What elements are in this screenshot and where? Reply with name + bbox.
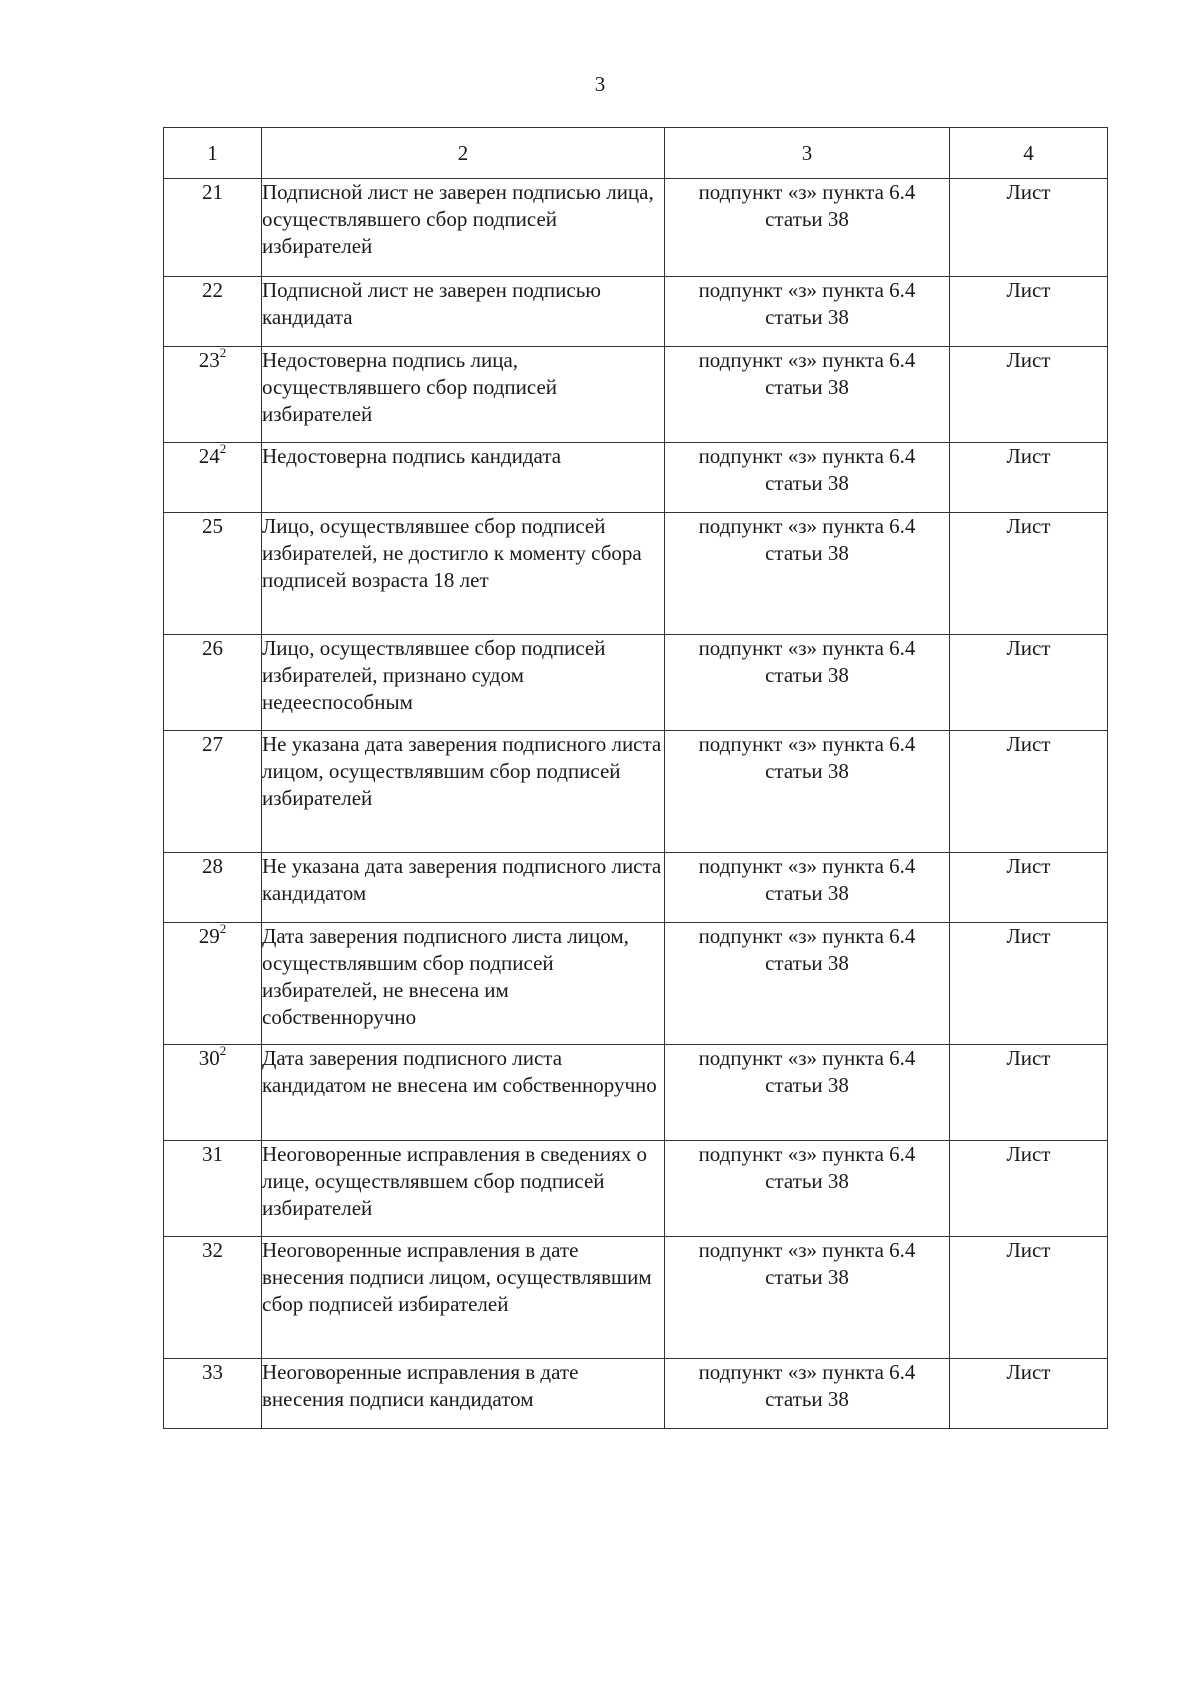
table-row [164, 1359, 1108, 1429]
unit-cell: Лист [950, 923, 1108, 1045]
legal-reference [665, 347, 950, 443]
legal-reference-line-2: статьи 38 [765, 759, 849, 783]
legal-reference-line-1: подпункт «з» пункта 6.4 [698, 1046, 916, 1070]
unit-cell: Лист [950, 853, 1108, 923]
table-row [164, 513, 1108, 635]
page-number: 3 [594, 72, 606, 96]
unit-cell: Лист [950, 513, 1108, 635]
legal-reference [665, 731, 950, 853]
violation-description: Недостоверна подпись кандидата [262, 443, 665, 513]
row-number [164, 1359, 262, 1429]
row-number-value: 24 [198, 444, 220, 468]
footnote-marker: 2 [219, 441, 227, 456]
table-row [164, 853, 1108, 923]
legal-reference-line-2: статьи 38 [765, 1073, 849, 1097]
legal-reference-line-1: подпункт «з» пункта 6.4 [698, 854, 916, 878]
column-header-4: 4 [950, 128, 1108, 179]
legal-reference-line-2: статьи 38 [765, 541, 849, 565]
table-row [164, 347, 1108, 443]
violations-table [163, 127, 1108, 1429]
row-number [164, 1237, 262, 1359]
violation-description: Подписной лист не заверен подписью кандидата [262, 277, 665, 347]
row-number [164, 347, 262, 443]
legal-reference-line-1: подпункт «з» пункта 6.4 [698, 732, 916, 756]
table-row [164, 731, 1108, 853]
legal-reference-line-1: подпункт «з» пункта 6.4 [698, 1142, 916, 1166]
row-number-value: 28 [202, 854, 223, 878]
violation-description: Не указана дата заверения подписного листа кандидатом [262, 853, 665, 923]
violation-description: Недостоверна подпись лица, осуществлявшего сбор подписей избирателей [262, 347, 665, 443]
row-number [164, 731, 262, 853]
table-header-row [164, 128, 1108, 179]
legal-reference-line-1: подпункт «з» пункта 6.4 [698, 1238, 916, 1262]
legal-reference-line-2: статьи 38 [765, 951, 849, 975]
legal-reference [665, 635, 950, 731]
table-row [164, 1237, 1108, 1359]
legal-reference [665, 853, 950, 923]
unit-cell: Лист [950, 347, 1108, 443]
violation-description: Неоговоренные исправления в сведениях о лице, осуществлявшем сбор подписей избирателей [262, 1141, 665, 1237]
legal-reference-line-1: подпункт «з» пункта 6.4 [698, 636, 916, 660]
unit-cell: Лист [950, 1141, 1108, 1237]
table-row [164, 635, 1108, 731]
legal-reference-line-1: подпункт «з» пункта 6.4 [698, 924, 916, 948]
legal-reference-line-1: подпункт «з» пункта 6.4 [698, 444, 916, 468]
violation-description: Дата заверения подписного листа лицом, осуществлявшим сбор подписей избирателей, не внесена им собственноручно [262, 923, 665, 1045]
legal-reference-line-2: статьи 38 [765, 1265, 849, 1289]
legal-reference [665, 179, 950, 277]
legal-reference-line-1: подпункт «з» пункта 6.4 [698, 278, 916, 302]
column-header-3: 3 [665, 128, 950, 179]
legal-reference-line-1: подпункт «з» пункта 6.4 [698, 1360, 916, 1384]
violation-description: Дата заверения подписного листа кандидатом не внесена им собственноручно [262, 1045, 665, 1141]
legal-reference [665, 277, 950, 347]
legal-reference [665, 1141, 950, 1237]
row-number-value: 27 [202, 732, 223, 756]
legal-reference-line-2: статьи 38 [765, 663, 849, 687]
row-number [164, 179, 262, 277]
table-row [164, 277, 1108, 347]
unit-cell: Лист [950, 731, 1108, 853]
table-body [164, 179, 1108, 1429]
column-header-2: 2 [262, 128, 665, 179]
legal-reference-line-2: статьи 38 [765, 1387, 849, 1411]
violation-description: Лицо, осуществлявшее сбор подписей избирателей, не достигло к моменту сбора подписей возраста 18 лет [262, 513, 665, 635]
legal-reference-line-2: статьи 38 [765, 207, 849, 231]
legal-reference [665, 513, 950, 635]
row-number [164, 635, 262, 731]
legal-reference-line-1: подпункт «з» пункта 6.4 [698, 348, 916, 372]
legal-reference [665, 923, 950, 1045]
unit-cell: Лист [950, 277, 1108, 347]
row-number [164, 277, 262, 347]
footnote-marker: 2 [219, 1043, 227, 1058]
legal-reference [665, 1237, 950, 1359]
legal-reference-line-2: статьи 38 [765, 1169, 849, 1193]
row-number [164, 1141, 262, 1237]
row-number-value: 30 [198, 1046, 220, 1070]
legal-reference-line-2: статьи 38 [765, 305, 849, 329]
legal-reference-line-1: подпункт «з» пункта 6.4 [698, 180, 916, 204]
legal-reference [665, 1045, 950, 1141]
row-number [164, 443, 262, 513]
footnote-marker: 2 [219, 921, 227, 936]
violation-description: Неоговоренные исправления в дате внесения подписи кандидатом [262, 1359, 665, 1429]
unit-cell: Лист [950, 443, 1108, 513]
row-number-value: 23 [198, 348, 220, 372]
column-header-1: 1 [164, 128, 262, 179]
row-number-value: 21 [202, 180, 223, 204]
violation-description: Неоговоренные исправления в дате внесения подписи лицом, осуществлявшим сбор подписей избирателей [262, 1237, 665, 1359]
footnote-marker: 2 [219, 345, 227, 360]
table-row [164, 1141, 1108, 1237]
legal-reference-line-1: подпункт «з» пункта 6.4 [698, 514, 916, 538]
row-number [164, 853, 262, 923]
unit-cell: Лист [950, 1359, 1108, 1429]
row-number-value: 33 [202, 1360, 223, 1384]
table-row [164, 443, 1108, 513]
row-number-value: 29 [198, 924, 220, 948]
unit-cell: Лист [950, 1237, 1108, 1359]
row-number-value: 32 [202, 1238, 223, 1262]
row-number-value: 26 [202, 636, 223, 660]
row-number [164, 1045, 262, 1141]
legal-reference [665, 443, 950, 513]
unit-cell: Лист [950, 635, 1108, 731]
table-row [164, 923, 1108, 1045]
unit-cell: Лист [950, 1045, 1108, 1141]
row-number-value: 22 [202, 278, 223, 302]
legal-reference-line-2: статьи 38 [765, 375, 849, 399]
table-row [164, 179, 1108, 277]
violation-description: Лицо, осуществлявшее сбор подписей избирателей, признано судом недееспособным [262, 635, 665, 731]
row-number-value: 31 [202, 1142, 223, 1166]
violation-description: Не указана дата заверения подписного листа лицом, осуществлявшим сбор подписей избирателей [262, 731, 665, 853]
legal-reference-line-2: статьи 38 [765, 881, 849, 905]
legal-reference-line-2: статьи 38 [765, 471, 849, 495]
unit-cell: Лист [950, 179, 1108, 277]
table-row [164, 1045, 1108, 1141]
row-number [164, 513, 262, 635]
row-number [164, 923, 262, 1045]
legal-reference [665, 1359, 950, 1429]
violation-description: Подписной лист не заверен подписью лица, осуществлявшего сбор подписей избирателей [262, 179, 665, 277]
row-number-value: 25 [202, 514, 223, 538]
